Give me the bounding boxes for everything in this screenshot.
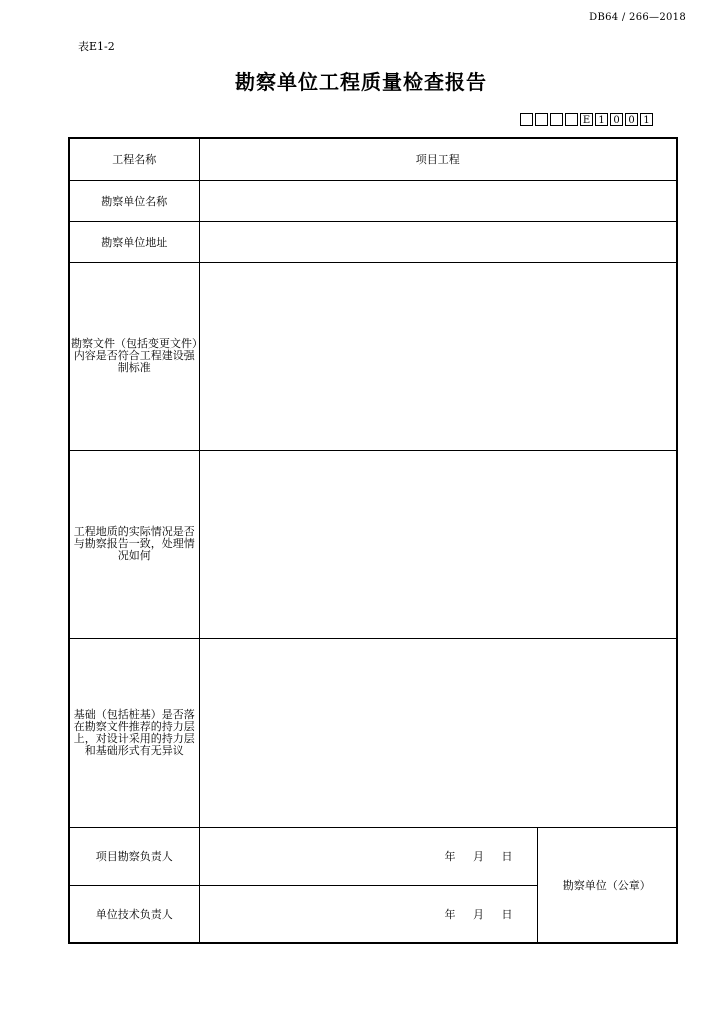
unit-name-field[interactable]	[199, 180, 677, 221]
tech-lead-label: 单位技术负责人	[69, 885, 199, 943]
foundation-question: 基础（包括桩基）是否落在勘察文件推荐的持力层上，对设计采用的持力层和基础形式有无异议	[69, 638, 199, 827]
project-name-label: 工程名称	[69, 138, 199, 180]
tech-lead-signature[interactable]	[199, 885, 537, 943]
responsible-person-signature[interactable]	[199, 827, 537, 885]
code-box[interactable]	[520, 113, 533, 126]
code-box: 1	[595, 113, 608, 126]
project-name-field[interactable]: 项目工程	[199, 138, 677, 180]
geology-question: 工程地质的实际情况是否与勘察报告一致，处理情况如何	[69, 450, 199, 638]
code-box[interactable]	[565, 113, 578, 126]
standard-code: DB64 / 266—2018	[589, 12, 686, 23]
code-box: 1	[640, 113, 653, 126]
code-box: 0	[625, 113, 638, 126]
form-number: 表E1-2	[78, 40, 115, 53]
page-title: 勘察单位工程质量检查报告	[235, 70, 487, 94]
responsible-person-label: 项目勘察负责人	[69, 827, 199, 885]
mandatory-standard-question: 勘察文件（包括变更文件）内容是否符合工程建设强制标准	[69, 262, 199, 450]
responsible-date: 年 月 日	[444, 850, 513, 863]
unit-address-field[interactable]	[199, 221, 677, 262]
code-box: 0	[610, 113, 623, 126]
code-box: E	[580, 113, 593, 126]
foundation-answer[interactable]	[199, 638, 677, 827]
mandatory-standard-answer[interactable]	[199, 262, 677, 450]
tech-lead-date: 年 月 日	[444, 907, 513, 921]
inspection-report-table	[68, 137, 678, 944]
form-code-boxes	[520, 113, 655, 126]
code-box[interactable]	[550, 113, 563, 126]
code-box[interactable]	[535, 113, 548, 126]
geology-answer[interactable]	[199, 450, 677, 638]
unit-stamp: 勘察单位（公章）	[537, 827, 677, 943]
unit-name-label: 勘察单位名称	[69, 180, 199, 221]
unit-address-label: 勘察单位地址	[69, 221, 199, 262]
